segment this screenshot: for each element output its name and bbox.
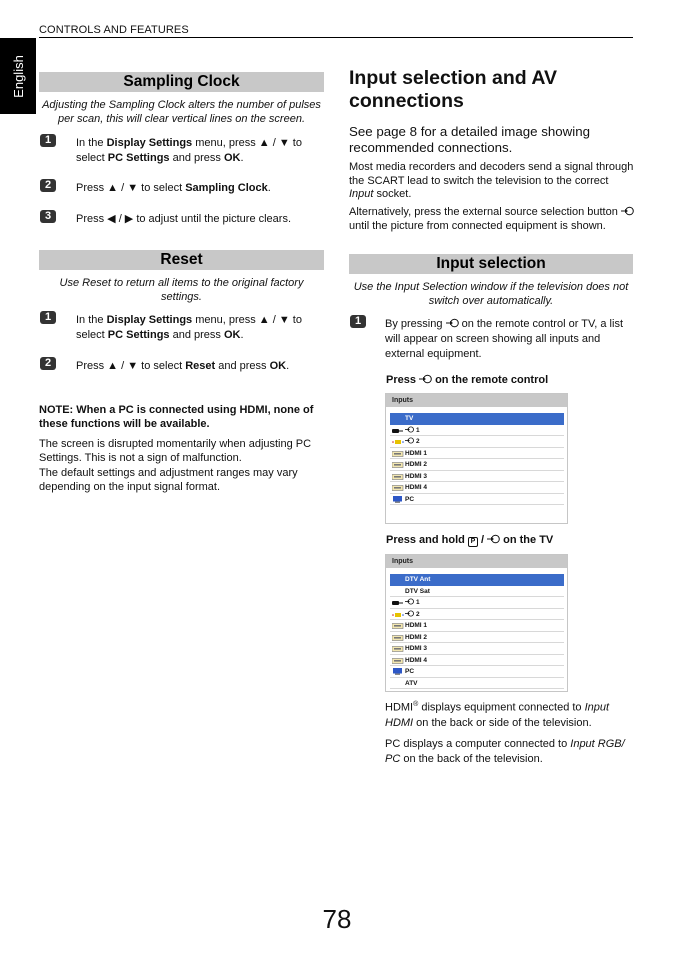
input-list-item-label: 1 xyxy=(405,425,420,436)
input-list-item[interactable] xyxy=(390,643,564,655)
pc-icon xyxy=(392,668,402,673)
input-source-icon xyxy=(405,599,416,606)
running-header: CONTROLS AND FEATURES xyxy=(39,24,189,36)
hdmi-icon xyxy=(392,622,402,627)
inputs-panel-tv xyxy=(385,554,568,692)
language-tab-label: English xyxy=(10,54,26,98)
input-list-item[interactable] xyxy=(390,494,564,506)
scart-icon xyxy=(392,599,402,604)
page-subtitle: See page 8 for a detailed image showing recommended connections. xyxy=(349,124,590,155)
inputs-panel-remote xyxy=(385,393,568,524)
step-number: 1 xyxy=(40,134,56,147)
scart-yellow-icon xyxy=(392,438,402,443)
step-number: 2 xyxy=(40,179,56,192)
input-selection-heading: Input selection xyxy=(349,254,633,274)
input-list-item-label: HDMI 1 xyxy=(405,449,428,457)
sampling-clock-step-1: In the Display Settings menu, press ▲ / ▼ to select PC Settings and press OK. xyxy=(76,137,302,164)
hdmi-icon xyxy=(392,634,402,639)
remote-caption: Press on the remote control xyxy=(386,374,549,386)
note-heading: NOTE: When a PC is connected using HDMI, none of these functions will be available. xyxy=(39,404,314,430)
input-list-item[interactable] xyxy=(390,609,564,621)
input-selection-intro: Use the Input Selection window if the television does not switch over automatically. xyxy=(353,281,629,307)
input-source-icon xyxy=(405,611,416,618)
scart-icon xyxy=(392,427,402,432)
input-list-item[interactable] xyxy=(390,632,564,644)
input-list-item-label: HDMI 1 xyxy=(405,622,428,629)
hdmi-icon xyxy=(392,450,402,455)
input-list-item-label: DTV Sat xyxy=(405,587,430,595)
input-list-item[interactable] xyxy=(390,471,564,483)
input-list-item[interactable] xyxy=(390,436,564,448)
input-source-icon xyxy=(487,534,500,544)
hdmi-icon xyxy=(392,645,402,650)
header-rule xyxy=(39,37,633,38)
input-selection-step-1: By pressing on the remote control or TV, a list will appear on screen showing all inputs and external equipment. xyxy=(385,318,624,360)
input-list-item-label: HDMI 2 xyxy=(405,633,428,641)
input-list-item[interactable] xyxy=(390,586,564,598)
input-list-item-label: HDMI 4 xyxy=(405,656,428,664)
input-list-item-label: 2 xyxy=(405,436,420,447)
input-list-item-label: ATV xyxy=(405,679,418,687)
hdmi-description: HDMI® displays equipment connected to Input HDMI on the back or side of the television. xyxy=(385,701,610,729)
hdmi-icon xyxy=(392,461,402,466)
step-number: 1 xyxy=(40,311,56,324)
sampling-clock-step-2: Press ▲ / ▼ to select Sampling Clock. xyxy=(76,182,271,194)
input-list-item-label: HDMI 3 xyxy=(405,472,428,480)
input-list-item-label: HDMI 3 xyxy=(405,645,428,652)
input-list-item[interactable] xyxy=(390,678,564,690)
input-list-item[interactable] xyxy=(390,448,564,460)
input-list-item[interactable] xyxy=(390,620,564,632)
inputs-panel-title: Inputs xyxy=(386,555,567,568)
input-list-item-label: HDMI 2 xyxy=(405,461,428,468)
step-number: 3 xyxy=(40,210,56,223)
input-list-item[interactable] xyxy=(390,482,564,494)
input-list-item-label: 2 xyxy=(405,609,420,620)
note-paragraph-1: The screen is disrupted momentarily when adjusting PC Settings. This is not a sign of malfunction. xyxy=(39,438,312,464)
p-key-icon: P xyxy=(468,537,478,547)
sampling-clock-heading: Sampling Clock xyxy=(39,72,324,92)
reset-heading: Reset xyxy=(39,250,324,270)
sampling-clock-intro: Adjusting the Sampling Clock alters the number of pulses per scan, this will clear vertical lines on the screen. xyxy=(42,99,321,125)
input-list-item[interactable] xyxy=(390,425,564,437)
reset-step-2: Press ▲ / ▼ to select Reset and press OK. xyxy=(76,360,290,372)
input-list-item[interactable] xyxy=(390,574,564,586)
page-number: 78 xyxy=(322,904,352,934)
step-number: 2 xyxy=(40,357,56,370)
input-list-item-label: DTV Ant xyxy=(405,576,431,583)
hdmi-icon xyxy=(392,484,402,489)
inputs-panel-title: Inputs xyxy=(386,394,567,407)
input-list-item[interactable] xyxy=(390,655,564,667)
pc-description: PC displays a computer connected to Input RGB/ PC on the back of the television. xyxy=(385,738,625,765)
note-paragraph-2: The default settings and adjustment ranges may vary depending on the input signal format. xyxy=(39,467,298,493)
input-list-item-label: TV xyxy=(405,415,414,422)
input-source-icon xyxy=(621,206,634,216)
hdmi-icon xyxy=(392,657,402,662)
input-list-item-label: 1 xyxy=(405,597,420,608)
page-title: Input selection and AV connections xyxy=(349,67,558,112)
language-tab xyxy=(0,38,36,114)
input-source-icon xyxy=(405,438,416,445)
scart-yellow-icon xyxy=(392,611,402,616)
pc-icon xyxy=(392,496,402,501)
input-list-item[interactable] xyxy=(390,597,564,609)
reset-intro: Use Reset to return all items to the original factory settings. xyxy=(59,277,304,303)
input-list-item[interactable] xyxy=(390,666,564,678)
input-list-item-label: HDMI 4 xyxy=(405,484,428,491)
input-list-item-label: PC xyxy=(405,668,415,675)
input-list-item[interactable] xyxy=(390,413,564,425)
input-source-icon xyxy=(419,374,432,384)
av-paragraph-1: Most media recorders and decoders send a signal through the SCART lead to switch the television to the correct Input socket. xyxy=(349,161,634,200)
hdmi-icon xyxy=(392,473,402,478)
input-list-item-label: PC xyxy=(405,495,415,503)
av-paragraph-2: Alternatively, press the external source selection button until the picture from connected equipment is shown. xyxy=(349,206,635,233)
sampling-clock-step-3: Press ◀ / ▶ to adjust until the picture clears. xyxy=(76,213,292,225)
input-source-icon xyxy=(446,318,459,328)
input-list-item[interactable] xyxy=(390,459,564,471)
tv-caption: Press and hold P / on the TV xyxy=(386,534,554,546)
step-number: 1 xyxy=(350,315,366,328)
input-source-icon xyxy=(405,427,416,434)
reset-step-1: In the Display Settings menu, press ▲ / ▼ to select PC Settings and press OK. xyxy=(76,314,302,341)
